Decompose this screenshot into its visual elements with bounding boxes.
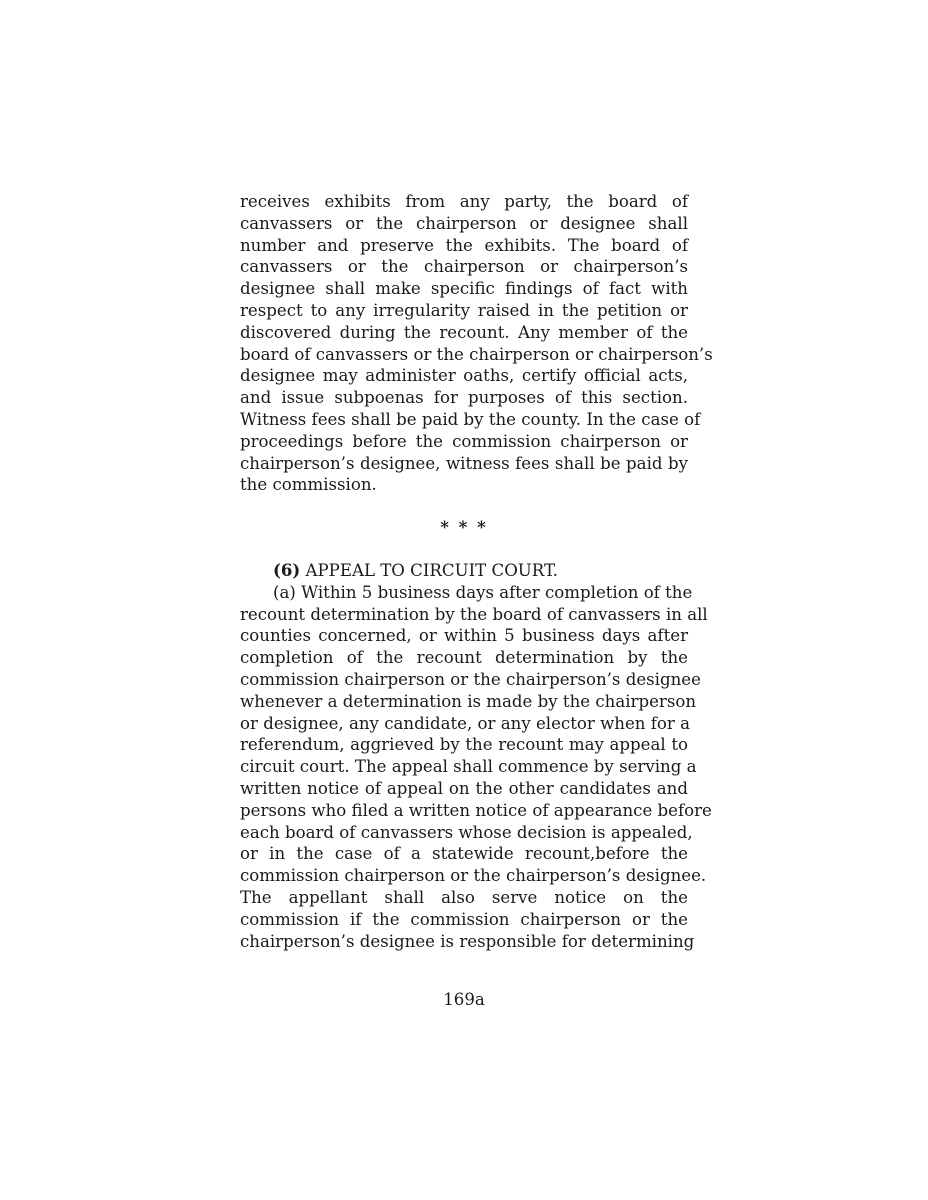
text-line: circuit court. The appeal shall commence by serving a [240,757,697,777]
text-line: whenever a determination is made by the chairperson [240,691,697,711]
text-line: number and preserve the exhibits. The board of [240,235,688,255]
section-number: (6) [273,559,301,580]
text-line: canvassers or the chairperson or chairperson’s [240,257,688,277]
text-line: discovered during the recount. Any member of the [240,322,688,342]
text-line: board of canvassers or the chairperson or chairperson’s [240,344,713,364]
text-line: commission chairperson or the chairperson’s designee [240,669,701,689]
text-line: chairperson’s designee is responsible for determining [240,931,695,951]
text-line: chairperson’s designee, witness fees shall be paid by [240,453,688,473]
text-line: or designee, any candidate, or any elector when for a [240,713,690,733]
text-line: commission chairperson or the chairperson’s designee. [240,866,707,886]
section-separator: * * * [440,517,488,538]
paragraph-exhibits [240,191,713,496]
text-line: designee may administer oaths, certify official acts, [240,366,688,386]
text-line: proceedings before the commission chairperson or [240,431,688,451]
text-line: respect to any irregularity raised in the petition or [240,300,688,320]
text-line: written notice of appeal on the other candidates and [240,778,688,798]
text-line: canvassers or the chairperson or designee shall [240,213,688,233]
text-line: (a) Within 5 business days after completion of the [273,582,693,602]
text-line: counties concerned, or within 5 business days after [240,626,688,646]
page-number: 169a [443,990,485,1009]
text-line: and issue subpoenas for purposes of this section. [240,388,688,408]
section-heading [240,560,688,582]
text-line: each board of canvassers whose decision is appealed, [240,822,693,842]
text-line: recount determination by the board of canvassers in all [240,604,708,624]
text-line: completion of the recount determination by the [240,648,688,668]
text-line: the commission. [240,475,377,495]
text-line: Witness fees shall be paid by the county. In the case of [240,409,701,429]
section-title: APPEAL TO CIRCUIT COURT. [305,560,558,580]
text-line: The appellant shall also serve notice on the [240,887,688,907]
text-line: commission if the commission chairperson or the [240,909,688,929]
text-line: receives exhibits from any party, the board of [240,192,688,211]
text-line: designee shall make specific findings of fact with [240,279,688,299]
text-line: persons who filed a written notice of appearance before [240,800,712,820]
text-column [240,191,713,952]
paragraph-appeal [240,582,712,953]
text-line: referendum, aggrieved by the recount may appeal to [240,735,688,755]
text-line: or in the case of a statewide recount,before the [240,844,688,864]
